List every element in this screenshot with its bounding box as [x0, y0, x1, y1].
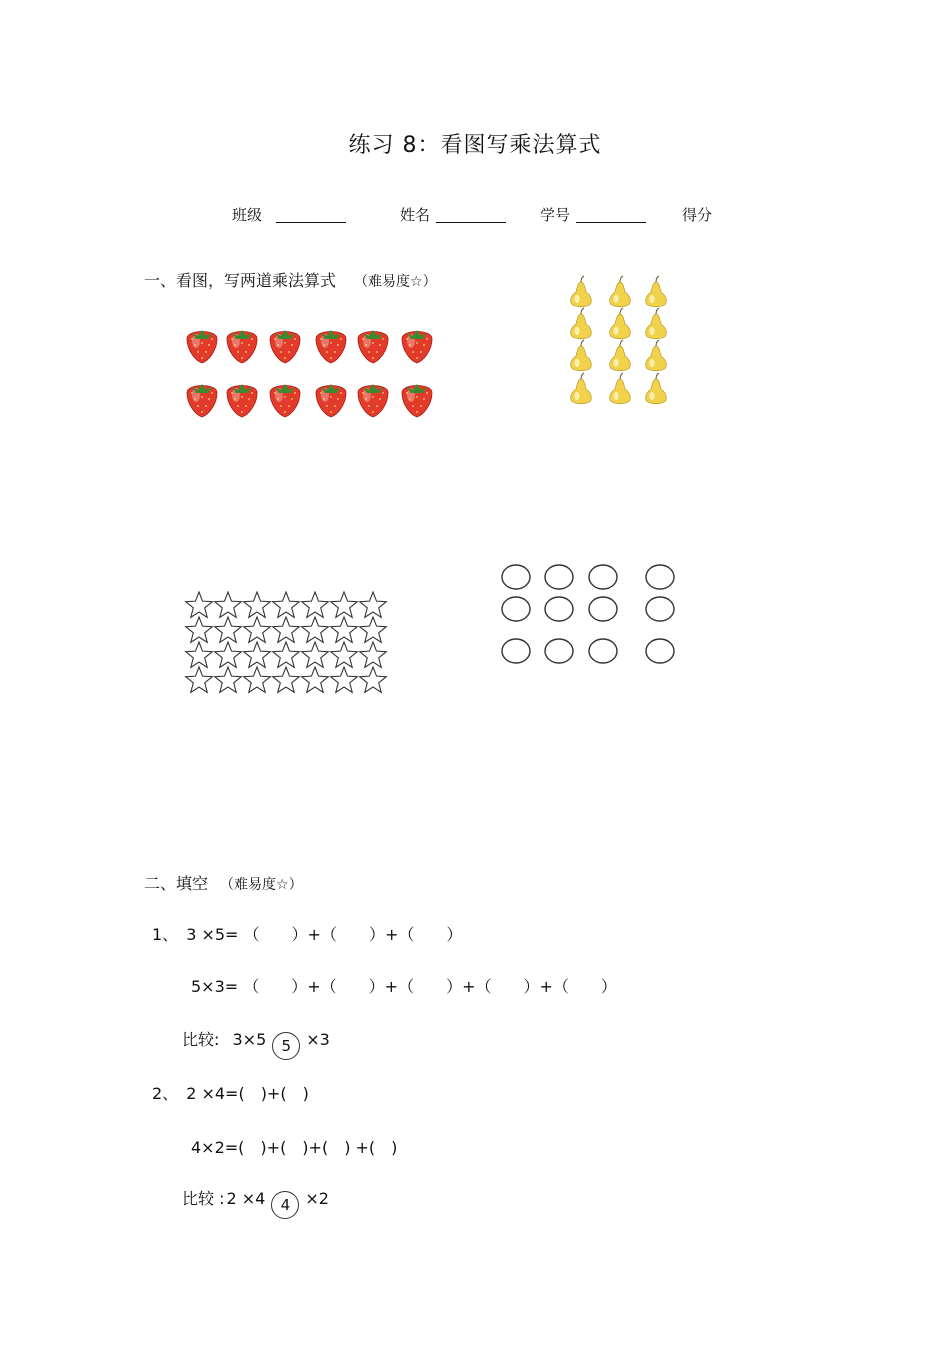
section2-difficulty: （难易度☆）: [220, 877, 303, 893]
star-icon: [186, 592, 213, 617]
strawberry-icon: [227, 384, 257, 417]
q1-expr1: 3 ×5= （ ）+（ ）+（ ）: [186, 925, 463, 944]
pear-icon: [610, 340, 631, 371]
strawberry-icon: [358, 330, 388, 363]
q1-compare-answer[interactable]: 5: [272, 1032, 300, 1060]
q1-number: 1、: [152, 925, 179, 944]
q2-compare-left: 2 ×4: [226, 1189, 266, 1208]
star-icon: [302, 667, 329, 692]
strawberry-icon: [187, 384, 217, 417]
section1-title: 一、看图，写两道乘法算式: [144, 271, 337, 290]
pear-group: [566, 270, 676, 406]
circle-icon: [646, 639, 674, 663]
star-icon: [331, 667, 358, 692]
star-icon: [244, 592, 271, 617]
star-icon: [273, 592, 300, 617]
star-icon: [360, 617, 387, 642]
strawberry-group: [180, 322, 440, 422]
name-field: [400, 204, 506, 225]
pear-icon: [610, 276, 631, 307]
pear-icon: [571, 276, 592, 307]
star-icon: [360, 667, 387, 692]
page-title: 练习 8：看图写乘法算式: [348, 133, 602, 158]
star-icon: [244, 617, 271, 642]
star-icon: [186, 642, 213, 667]
circle-icon: [646, 597, 674, 621]
star-icon: [302, 592, 329, 617]
circle-icon: [589, 639, 617, 663]
circle-icon: [589, 565, 617, 589]
strawberry-icon: [270, 384, 300, 417]
star-icon: [331, 592, 358, 617]
circle-group: [498, 562, 680, 668]
q1-compare-left: 3×5: [232, 1030, 267, 1049]
circle-icon: [502, 565, 530, 589]
pear-icon: [646, 308, 667, 339]
star-icon: [273, 642, 300, 667]
star-icon: [186, 617, 213, 642]
star-icon: [331, 642, 358, 667]
class-blank[interactable]: [276, 207, 346, 223]
q1-expr2: 5×3= （ ）+（ ）+（ ）+（ ）+（ ）: [191, 977, 617, 996]
circle-icon: [545, 639, 573, 663]
q2-expr2: 4×2=( )+( )+( ) +( ): [191, 1138, 398, 1157]
circle-icon: [545, 597, 573, 621]
star-icon: [273, 667, 300, 692]
q1-compare: [182, 1027, 330, 1060]
circle-icon: [545, 565, 573, 589]
score-label: 得分: [682, 206, 713, 224]
star-icon: [360, 592, 387, 617]
strawberry-icon: [227, 330, 257, 363]
circle-icon: [502, 639, 530, 663]
circle-icon: [646, 565, 674, 589]
name-label: 姓名: [400, 206, 431, 224]
pear-icon: [646, 373, 667, 404]
q1-compare-label: 比较:: [182, 1030, 220, 1049]
pear-icon: [646, 340, 667, 371]
star-icon: [186, 667, 213, 692]
q2-expr1: 2 ×4=( )+( ): [186, 1084, 309, 1103]
star-icon: [360, 642, 387, 667]
number-label: 学号: [540, 206, 571, 224]
q2-compare: [182, 1186, 329, 1219]
q2-compare-right: ×2: [305, 1189, 329, 1208]
star-icon: [244, 667, 271, 692]
q2-compare-answer[interactable]: 4: [271, 1191, 299, 1219]
pear-icon: [571, 340, 592, 371]
pear-icon: [610, 373, 631, 404]
strawberry-icon: [402, 330, 432, 363]
star-group: [183, 590, 393, 695]
pear-icon: [610, 308, 631, 339]
star-icon: [331, 617, 358, 642]
section2-heading: [144, 871, 303, 894]
strawberry-icon: [316, 330, 346, 363]
star-icon: [215, 667, 242, 692]
pear-icon: [571, 373, 592, 404]
q2-compare-label: 比较 :: [182, 1189, 225, 1208]
star-icon: [215, 642, 242, 667]
class-label: 班级: [232, 206, 263, 224]
pear-icon: [571, 308, 592, 339]
number-field: [540, 204, 646, 225]
star-icon: [302, 642, 329, 667]
star-icon: [215, 617, 242, 642]
star-icon: [273, 617, 300, 642]
strawberry-icon: [270, 330, 300, 363]
number-blank[interactable]: [576, 207, 646, 223]
star-icon: [215, 592, 242, 617]
q1-line1: [152, 922, 462, 945]
q2-number: 2、: [152, 1084, 179, 1103]
class-field: [232, 204, 346, 225]
strawberry-icon: [187, 330, 217, 363]
circle-icon: [502, 597, 530, 621]
circle-icon: [589, 597, 617, 621]
section1-heading: [144, 268, 437, 291]
star-icon: [244, 642, 271, 667]
section1-difficulty: （难易度☆）: [354, 274, 437, 290]
section2-title: 二、填空: [144, 874, 209, 893]
q2-line1: [152, 1081, 309, 1104]
strawberry-icon: [358, 384, 388, 417]
q1-compare-right: ×3: [306, 1030, 330, 1049]
pear-icon: [646, 276, 667, 307]
name-blank[interactable]: [436, 207, 506, 223]
strawberry-icon: [316, 384, 346, 417]
star-icon: [302, 617, 329, 642]
strawberry-icon: [402, 384, 432, 417]
